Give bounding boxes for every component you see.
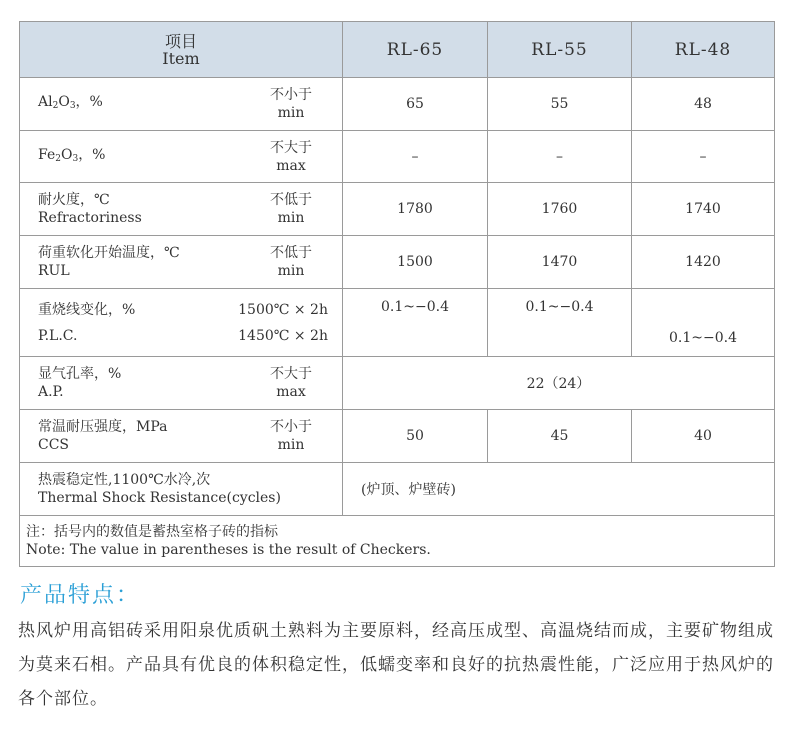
condition: 不大于 max [270, 139, 312, 174]
property-cell [20, 463, 343, 516]
value-cell: 55 [488, 78, 632, 131]
value-cell: 1740 [632, 183, 775, 236]
table-row [20, 410, 775, 463]
property-name: 重烧线变化，% P.L.C. [38, 301, 136, 344]
note-cn: 注：括号内的数值是蓄热室格子砖的指标 [26, 524, 278, 540]
value-cell-merged: 22（24） [343, 357, 775, 410]
value-cell-merged: (炉顶、炉壁砖) [343, 463, 775, 516]
value-cell: – [488, 131, 632, 183]
value-cell: 1500 [343, 236, 488, 289]
table-row [20, 357, 775, 410]
table-row [20, 289, 775, 357]
value-cell: 0.1~−0.4 [632, 289, 775, 357]
value-cell: 0.1~−0.4 [343, 289, 488, 357]
features-title: 产品特点： [20, 583, 141, 608]
table-row [20, 131, 775, 183]
property-name: 常温耐压强度，MPa CCS [38, 419, 168, 453]
value-cell: 45 [488, 410, 632, 463]
note-en: Note: The value in parentheses is the result of Checkers. [26, 542, 431, 558]
condition: 1500℃ × 2h 1450℃ × 2h [238, 301, 328, 344]
condition: 不低于 min [270, 192, 312, 226]
value-cell: 50 [343, 410, 488, 463]
value-cell: – [632, 131, 775, 183]
property-name: $Al_2O_3$，% [38, 94, 103, 111]
header-item-en: Item [162, 48, 200, 68]
table-row [20, 183, 775, 236]
property-name: 热震稳定性,1100℃水冷,次 Thermal Shock Resistance(cycles) [38, 472, 281, 506]
header-grade-rl65: RL-65 [343, 22, 488, 78]
table-note [20, 516, 775, 567]
note-row [20, 516, 775, 567]
property-cell [20, 183, 343, 236]
property-cell [20, 78, 343, 131]
condition: 不小于 min [270, 419, 312, 453]
property-cell [20, 236, 343, 289]
value-cell: 1470 [488, 236, 632, 289]
property-name: 显气孔率，% A.P. [38, 366, 122, 400]
condition: 不大于 max [270, 366, 312, 400]
properties-table [19, 21, 775, 567]
value-cell: 1420 [632, 236, 775, 289]
condition: 不小于 min [270, 87, 312, 121]
value-cell: – [343, 131, 488, 183]
property-name: $Fe_2O_3$，% [38, 146, 106, 164]
property-cell [20, 357, 343, 410]
table-row [20, 78, 775, 131]
table-row [20, 236, 775, 289]
property-cell [20, 131, 343, 183]
property-name: 耐火度，℃ Refractoriness [38, 192, 142, 226]
value-cell: 1760 [488, 183, 632, 236]
header-grade-rl48: RL-48 [632, 22, 775, 78]
header-item [20, 22, 343, 78]
table-header-row [20, 22, 775, 78]
condition: 不低于 min [270, 245, 312, 279]
value-cell: 48 [632, 78, 775, 131]
property-cell [20, 289, 343, 357]
value-cell: 1780 [343, 183, 488, 236]
features-body: 热风炉用高铝砖采用阳泉优质矾土熟料为主要原料，经高压成型、高温烧结而成，主要矿物组成为莫来石相。产品具有优良的体积稳定性，低蠕变率和良好的抗热震性能，广泛应用于热风炉的各个部位。 [18, 621, 774, 709]
header-grade-rl55: RL-55 [488, 22, 632, 78]
value-cell: 0.1~−0.4 [488, 289, 632, 357]
header-item-cn: 项目 [164, 31, 197, 51]
value-cell: 65 [343, 78, 488, 131]
table-row [20, 463, 775, 516]
property-name: 荷重软化开始温度，℃ RUL [38, 245, 180, 279]
property-cell [20, 410, 343, 463]
value-cell: 40 [632, 410, 775, 463]
